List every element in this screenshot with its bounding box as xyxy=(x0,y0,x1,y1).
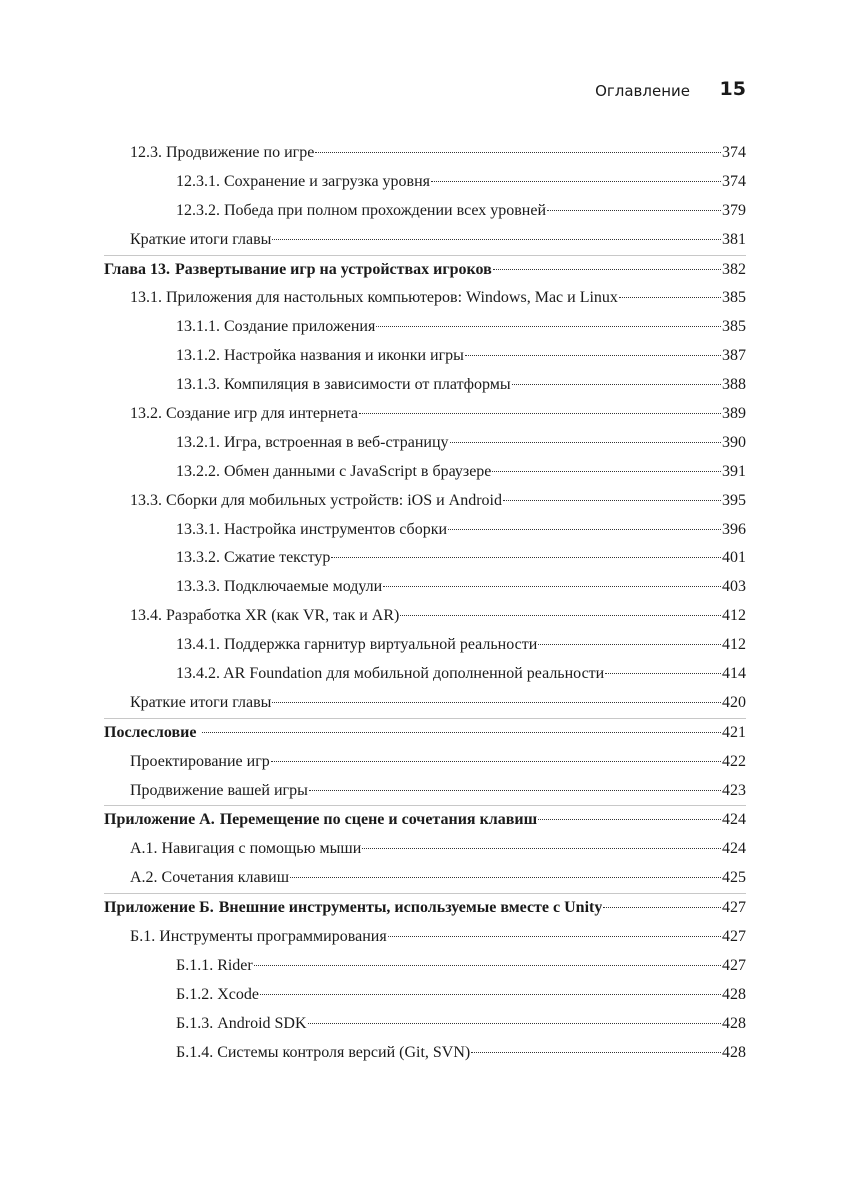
toc-entry[interactable] xyxy=(104,139,746,168)
toc-entry-page: 421 xyxy=(722,723,746,741)
toc-entry-prefix: Приложение Б. xyxy=(104,899,214,917)
toc-entry-page: 427 xyxy=(722,928,746,946)
toc-entry[interactable] xyxy=(104,573,746,602)
dot-leader xyxy=(493,269,721,270)
dot-leader xyxy=(362,848,721,849)
toc-entry-title: Б.1.1. Rider xyxy=(176,956,253,974)
toc-entry-page: 428 xyxy=(722,1014,746,1032)
toc-entry[interactable] xyxy=(104,602,746,631)
toc-entry-title: 12.3. Продвижение по игре xyxy=(130,144,315,161)
toc-entry[interactable] xyxy=(104,748,746,777)
toc-entry-page: 427 xyxy=(722,899,746,917)
toc-entry-title: Продвижение вашей игры xyxy=(130,781,308,799)
toc-entry-title: 13.3.2. Сжатие текстур xyxy=(176,549,331,567)
dot-leader xyxy=(254,965,721,966)
toc-entry-page: 412 xyxy=(722,607,746,625)
toc-entry-page: 428 xyxy=(722,985,746,1003)
toc-entry[interactable] xyxy=(104,806,746,835)
dot-leader xyxy=(619,297,721,298)
dot-leader xyxy=(400,615,721,616)
toc-entry[interactable] xyxy=(104,777,746,807)
toc-entry[interactable] xyxy=(104,660,746,689)
toc-entry-page: 385 xyxy=(722,318,746,336)
toc-entry-page: 379 xyxy=(722,201,746,219)
toc-entry-title: 13.1.2. Настройка названия и иконки игры xyxy=(176,347,464,365)
toc-entry-page: 422 xyxy=(722,752,746,770)
toc-entry[interactable] xyxy=(104,458,746,487)
toc-entry-title: 13.2.2. Обмен данными с JavaScript в браузере xyxy=(176,462,492,480)
toc-entry[interactable] xyxy=(104,1039,746,1068)
toc-entry-page: 403 xyxy=(722,578,746,596)
toc-entry[interactable] xyxy=(104,284,746,313)
toc-entry[interactable] xyxy=(104,894,746,923)
toc-entry-title: А.2. Сочетания клавиш xyxy=(130,869,290,887)
toc-entry-page: 381 xyxy=(722,230,746,248)
toc-entry-page: 374 xyxy=(722,172,746,190)
toc-entry-page: 428 xyxy=(722,1043,746,1061)
dot-leader xyxy=(492,471,721,472)
toc-entry-page: 391 xyxy=(722,462,746,480)
toc-entry-page: 389 xyxy=(722,405,746,423)
toc-entry[interactable] xyxy=(104,1010,746,1039)
toc-entry[interactable] xyxy=(104,835,746,864)
toc-entry[interactable] xyxy=(104,342,746,371)
section-name: Оглавление xyxy=(595,82,690,100)
dot-leader xyxy=(308,1023,721,1024)
toc-entry-title: Б.1.2. Xcode xyxy=(176,985,259,1003)
toc-entry-page: 395 xyxy=(722,491,746,509)
toc-entry-title: 13.1. Приложения для настольных компьютеров: Windows, Mac и Linux xyxy=(130,289,618,307)
toc-entry-title: Развертывание игр на устройствах игроков xyxy=(175,260,492,278)
dot-leader xyxy=(272,702,721,703)
toc-entry-title: Б.1.3. Android SDK xyxy=(176,1014,307,1032)
toc-entry-page: 396 xyxy=(722,520,746,538)
toc-entry[interactable] xyxy=(104,429,746,458)
dot-leader xyxy=(309,790,721,791)
toc-entry[interactable] xyxy=(104,864,746,894)
toc-entry-page: 382 xyxy=(722,260,746,278)
toc-entry-page: 427 xyxy=(722,956,746,974)
toc-entry-title: 13.3.3. Подключаемые модули xyxy=(176,578,383,596)
toc-entry-page: 387 xyxy=(722,347,746,365)
toc-entry-page: 388 xyxy=(722,376,746,394)
dot-leader xyxy=(450,442,721,443)
toc-entry-prefix: Приложение А. xyxy=(104,811,215,829)
toc-entry[interactable] xyxy=(104,544,746,573)
dot-leader xyxy=(202,732,721,733)
dot-leader xyxy=(271,761,721,762)
toc-entry-title: 13.3.1. Настройка инструментов сборки xyxy=(176,520,448,538)
toc-entry-page: 425 xyxy=(722,869,746,887)
toc-entry-page: 390 xyxy=(722,433,746,451)
dot-leader xyxy=(605,673,721,674)
toc-entry[interactable] xyxy=(104,226,746,256)
dot-leader xyxy=(290,877,721,878)
toc-entry-page: 385 xyxy=(722,289,746,307)
toc-entry-page: 424 xyxy=(722,840,746,858)
dot-leader xyxy=(603,907,721,908)
dot-leader xyxy=(538,644,721,645)
toc-entry-page: 401 xyxy=(722,549,746,567)
toc-entry[interactable] xyxy=(104,952,746,981)
toc-entry[interactable] xyxy=(104,400,746,429)
toc-entry-title: Б.1. Инструменты программирования xyxy=(130,928,387,946)
toc-entry-page: 420 xyxy=(722,693,746,711)
toc-entry[interactable] xyxy=(104,923,746,952)
toc-entry-page: 414 xyxy=(722,665,746,683)
dot-leader xyxy=(315,152,721,153)
toc-entry-title: 13.1.3. Компиляция в зависимости от платформы xyxy=(176,376,511,394)
toc-entry-title: 13.2. Создание игр для интернета xyxy=(130,405,358,423)
dot-leader xyxy=(359,413,721,414)
toc-entry[interactable] xyxy=(104,256,746,285)
toc-entry[interactable] xyxy=(104,689,746,719)
toc-entry[interactable] xyxy=(104,197,746,226)
toc-entry-title: 12.3.2. Победа при полном прохождении всех уровней xyxy=(176,201,547,219)
running-head xyxy=(104,78,746,104)
toc-entry-title: 13.3. Сборки для мобильных устройств: iOS и Android xyxy=(130,491,502,509)
toc-entry-title: 13.1.1. Создание приложения xyxy=(176,318,376,336)
dot-leader xyxy=(547,210,721,211)
dot-leader xyxy=(465,355,721,356)
toc-entry[interactable] xyxy=(104,719,746,748)
toc-entry-title: А.1. Навигация с помощью мыши xyxy=(130,840,362,858)
toc-entry-title: Б.1.4. Системы контроля версий (Git, SVN) xyxy=(176,1043,471,1061)
toc-entry[interactable] xyxy=(104,313,746,342)
toc-entry[interactable] xyxy=(104,516,746,545)
toc-entry-title: Краткие итоги главы xyxy=(130,693,272,711)
toc-entry[interactable] xyxy=(104,371,746,400)
toc-entry-page: 424 xyxy=(722,811,746,829)
dot-leader xyxy=(448,529,721,530)
toc-entry-title: Перемещение по сцене и сочетания клавиш xyxy=(219,811,538,829)
toc-entry[interactable] xyxy=(104,168,746,197)
toc-entry-title: Краткие итоги главы xyxy=(130,230,272,248)
toc-entry-title: 13.4. Разработка XR (как VR, так и AR) xyxy=(130,607,400,625)
toc-entry[interactable] xyxy=(104,631,746,660)
dot-leader xyxy=(431,181,721,182)
toc-entry-prefix: Глава 13. xyxy=(104,260,170,278)
table-of-contents xyxy=(104,139,746,1068)
dot-leader xyxy=(260,994,721,995)
dot-leader xyxy=(503,500,721,501)
toc-entry-page: 412 xyxy=(722,636,746,654)
toc-entry-title: 13.4.1. Поддержка гарнитур виртуальной реальности xyxy=(176,636,538,654)
toc-entry-title: 13.2.1. Игра, встроенная в веб-страницу xyxy=(176,433,449,451)
toc-entry-title: Внешние инструменты, используемые вместе с Unity xyxy=(218,899,603,917)
dot-leader xyxy=(388,936,721,937)
dot-leader xyxy=(538,819,721,820)
toc-entry[interactable] xyxy=(104,981,746,1010)
toc-entry-title: 13.4.2. AR Foundation для мобильной дополненной реальности xyxy=(176,665,605,683)
toc-entry-title: Проектирование игр xyxy=(130,752,270,770)
toc-entry-page: 374 xyxy=(722,144,746,161)
dot-leader xyxy=(512,384,721,385)
page-number: 15 xyxy=(719,78,746,100)
toc-entry-title: 12.3.1. Сохранение и загрузка уровня xyxy=(176,172,431,190)
dot-leader xyxy=(331,557,721,558)
toc-entry-prefix: Послесловие xyxy=(104,723,197,741)
dot-leader xyxy=(272,239,721,240)
dot-leader xyxy=(471,1052,721,1053)
dot-leader xyxy=(383,586,721,587)
dot-leader xyxy=(376,326,721,327)
toc-entry-page: 423 xyxy=(722,781,746,799)
toc-entry[interactable] xyxy=(104,487,746,516)
